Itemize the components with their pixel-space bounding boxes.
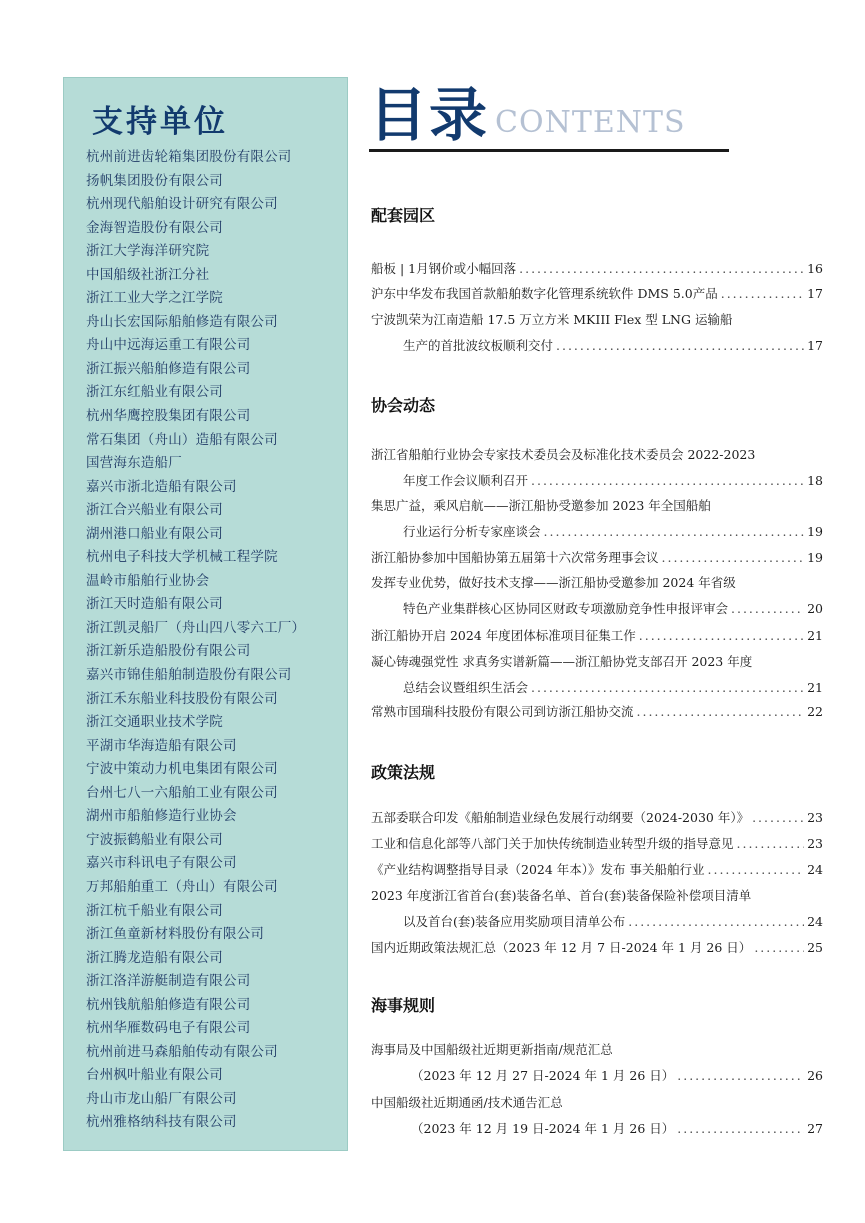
entry-title-cont: 生产的首批波纹板顺利交付 [403, 338, 554, 353]
supporter-item: 浙江合兴船业有限公司 [86, 502, 223, 519]
supporter-item: 浙江大学海洋研究院 [86, 243, 210, 260]
toc-entry[interactable] [371, 548, 823, 572]
entry-title: 海事局及中国船级社近期更新指南/规范汇总 [371, 1042, 613, 1057]
toc-entry[interactable] [371, 522, 823, 546]
entry-title: 宁波凯荣为江南造船 17.5 万立方米 MKIII Flex 型 LNG 运输船 [371, 312, 733, 327]
toc-entry[interactable] [371, 808, 823, 832]
supporter-item: 湖州市船舶修造行业协会 [86, 808, 237, 825]
entry-page: 21 [807, 680, 823, 695]
toc-entry-line1[interactable] [371, 1040, 823, 1064]
toc-entry[interactable] [371, 284, 823, 308]
entry-title: 集思广益，乘风启航——浙江船协受邀参加 2023 年全国船舶 [371, 498, 711, 513]
supporters-list [86, 146, 305, 1135]
entry-page: 19 [807, 550, 823, 565]
supporters-panel [63, 77, 348, 1151]
supporter-item: 温岭市船舶行业协会 [86, 572, 210, 589]
toc-title-cn: 目录 [369, 81, 490, 149]
entry-page: 27 [807, 1121, 823, 1136]
toc-entry[interactable] [371, 626, 823, 650]
entry-page: 19 [807, 524, 823, 539]
entry-title: 中国船级社近期通函/技术通告汇总 [371, 1095, 563, 1110]
entry-title: 浙江省船舶行业协会专家技术委员会及标准化技术委员会 2022-2023 [371, 447, 756, 462]
entry-page: 23 [807, 836, 823, 851]
toc-header [369, 74, 686, 149]
supporter-item: 浙江东红船业有限公司 [86, 384, 223, 401]
supporter-item: 杭州电子科技大学机械工程学院 [86, 549, 278, 566]
toc-entry[interactable] [371, 471, 823, 495]
supporter-item: 浙江凯灵船厂（舟山四八零六工厂） [86, 619, 306, 636]
supporter-item: 浙江禾东船业科技股份有限公司 [86, 690, 278, 707]
entry-page: 23 [807, 810, 823, 825]
supporter-item: 金海智造股份有限公司 [86, 219, 223, 236]
supporter-item: 浙江新乐造船股份有限公司 [86, 643, 251, 660]
toc-entry[interactable] [371, 702, 823, 726]
supporter-item: 杭州华鹰控股集团有限公司 [86, 408, 251, 425]
entry-title: 浙江船协开启 2024 年度团体标准项目征集工作 [371, 628, 636, 643]
entry-page: 21 [807, 628, 823, 643]
entry-title-cont: （2023 年 12 月 19 日-2024 年 1 月 26 日） [411, 1121, 675, 1136]
supporter-item: 嘉兴市浙北造船有限公司 [86, 478, 237, 495]
supporter-item: 杭州前进齿轮箱集团股份有限公司 [86, 149, 292, 165]
supporter-item: 嘉兴市科讯电子有限公司 [86, 855, 237, 872]
entry-title-cont: 以及首台(套)装备应用奖励项目清单公布 [403, 914, 626, 929]
entry-page: 17 [807, 286, 823, 301]
toc-entry[interactable] [371, 336, 823, 360]
supporter-item: 杭州前进马森船舶传动有限公司 [86, 1043, 278, 1060]
entry-page: 22 [807, 704, 823, 719]
toc-entry-line1[interactable] [371, 310, 823, 334]
supporter-item: 宁波中策动力机电集团有限公司 [86, 761, 278, 778]
supporter-item: 台州七八一六船舶工业有限公司 [86, 784, 278, 801]
toc-entry[interactable] [371, 1066, 823, 1090]
toc-entry-line1[interactable] [371, 1093, 823, 1117]
toc-entry-line1[interactable] [371, 496, 823, 520]
supporter-item: 浙江工业大学之江学院 [86, 290, 223, 307]
toc-entry[interactable] [371, 678, 823, 702]
toc-entry[interactable] [371, 860, 823, 884]
supporters-title: 支持单位 [92, 104, 228, 140]
supporter-item: 扬帆集团股份有限公司 [86, 172, 223, 189]
entry-page: 24 [807, 914, 823, 929]
entry-title: 五部委联合印发《船舶制造业绿色发展行动纲要（2024-2030 年）》 [371, 810, 750, 825]
toc-entry[interactable] [371, 1119, 823, 1143]
entry-page: 18 [807, 473, 823, 488]
section-title: 政策法规 [371, 763, 436, 782]
supporter-item: 浙江洛洋游艇制造有限公司 [86, 973, 251, 990]
entry-title: 船板 | 1月钢价或小幅回落 [371, 261, 517, 276]
toc-entry-line1[interactable] [371, 445, 823, 469]
entry-title: 工业和信息化部等八部门关于加快传统制造业转型升级的指导意见 [371, 836, 734, 851]
section-title: 协会动态 [371, 396, 436, 415]
section-title: 配套园区 [371, 206, 436, 225]
supporter-item: 嘉兴市锦佳船舶制造股份有限公司 [86, 667, 292, 684]
toc-title-en: CONTENTS [495, 105, 686, 140]
toc-entry[interactable] [371, 599, 823, 623]
entry-title-cont: 特色产业集群核心区协同区财政专项激励竞争性申报评审会 [403, 601, 729, 616]
entry-title-cont: 行业运行分析专家座谈会 [403, 524, 541, 539]
entry-page: 16 [807, 261, 823, 276]
supporter-item: 杭州华雁数码电子有限公司 [86, 1020, 251, 1037]
entry-title: 沪东中华发布我国首款船舶数字化管理系统软件 DMS 5.0产品 [371, 286, 718, 301]
toc-entry[interactable] [371, 912, 823, 936]
entry-title: 国内近期政策法规汇总（2023 年 12 月 7 日-2024 年 1 月 26 日） [371, 940, 752, 955]
entry-title: 浙江船协参加中国船协第五届第十六次常务理事会议 [371, 550, 659, 565]
toc-entry[interactable] [371, 938, 823, 962]
entry-title-cont: （2023 年 12 月 27 日-2024 年 1 月 26 日） [411, 1068, 675, 1083]
toc-entry[interactable] [371, 834, 823, 858]
supporter-item: 常石集团（舟山）造船有限公司 [86, 431, 278, 448]
supporter-item: 万邦船舶重工（舟山）有限公司 [86, 878, 278, 895]
entry-title: 凝心铸魂强党性 求真务实谱新篇——浙江船协党支部召开 2023 年度 [371, 654, 753, 669]
entry-page: 17 [807, 338, 823, 353]
supporter-item: 杭州钱航船舶修造有限公司 [86, 996, 251, 1013]
entry-title: 发挥专业优势，做好技术支撑——浙江船协受邀参加 2024 年省级 [371, 575, 736, 590]
entry-page: 25 [807, 940, 823, 955]
supporter-item: 浙江天时造船有限公司 [86, 596, 223, 613]
toc-entry-line1[interactable] [371, 652, 823, 676]
supporter-item: 湖州港口船业有限公司 [86, 525, 223, 542]
supporter-item: 中国船级社浙江分社 [86, 266, 210, 283]
entry-title: 《产业结构调整指导目录（2024 年本）》发布 事关船舶行业 [371, 862, 705, 877]
entry-title-cont: 年度工作会议顺利召开 [403, 473, 529, 488]
toc-entry-line1[interactable] [371, 886, 823, 910]
supporter-item: 舟山中远海运重工有限公司 [86, 337, 251, 354]
entry-page: 20 [807, 601, 823, 616]
supporter-item: 浙江腾龙造船有限公司 [86, 949, 223, 966]
supporter-item: 浙江鱼童新材料股份有限公司 [86, 926, 265, 943]
entry-page: 24 [807, 862, 823, 877]
entry-title-cont: 总结会议暨组织生活会 [403, 680, 529, 695]
supporter-item: 杭州雅格纳科技有限公司 [86, 1114, 237, 1131]
supporter-item: 舟山市龙山船厂有限公司 [86, 1090, 237, 1107]
entry-title: 2023 年度浙江省首台(套)装备名单、首台(套)装备保险补偿项目清单 [371, 888, 752, 903]
supporter-item: 国营海东造船厂 [86, 455, 182, 472]
supporter-item: 舟山长宏国际船舶修造有限公司 [86, 313, 278, 330]
supporter-item: 浙江杭千船业有限公司 [86, 902, 223, 919]
supporter-item: 浙江交通职业技术学院 [86, 714, 223, 731]
supporter-item: 杭州现代船舶设计研究有限公司 [86, 196, 278, 213]
entry-title: 常熟市国瑞科技股份有限公司到访浙江船协交流 [371, 704, 634, 719]
section-title: 海事规则 [371, 996, 436, 1015]
toc-entry-line1[interactable] [371, 573, 823, 597]
supporter-item: 平湖市华海造船有限公司 [86, 737, 237, 754]
supporter-item: 台州枫叶船业有限公司 [86, 1067, 223, 1084]
supporter-item: 浙江振兴船舶修造有限公司 [86, 360, 251, 377]
toc-divider [369, 149, 729, 152]
toc-entry[interactable] [371, 259, 823, 283]
entry-page: 26 [807, 1068, 823, 1083]
supporter-item: 宁波振鹤船业有限公司 [86, 831, 223, 848]
